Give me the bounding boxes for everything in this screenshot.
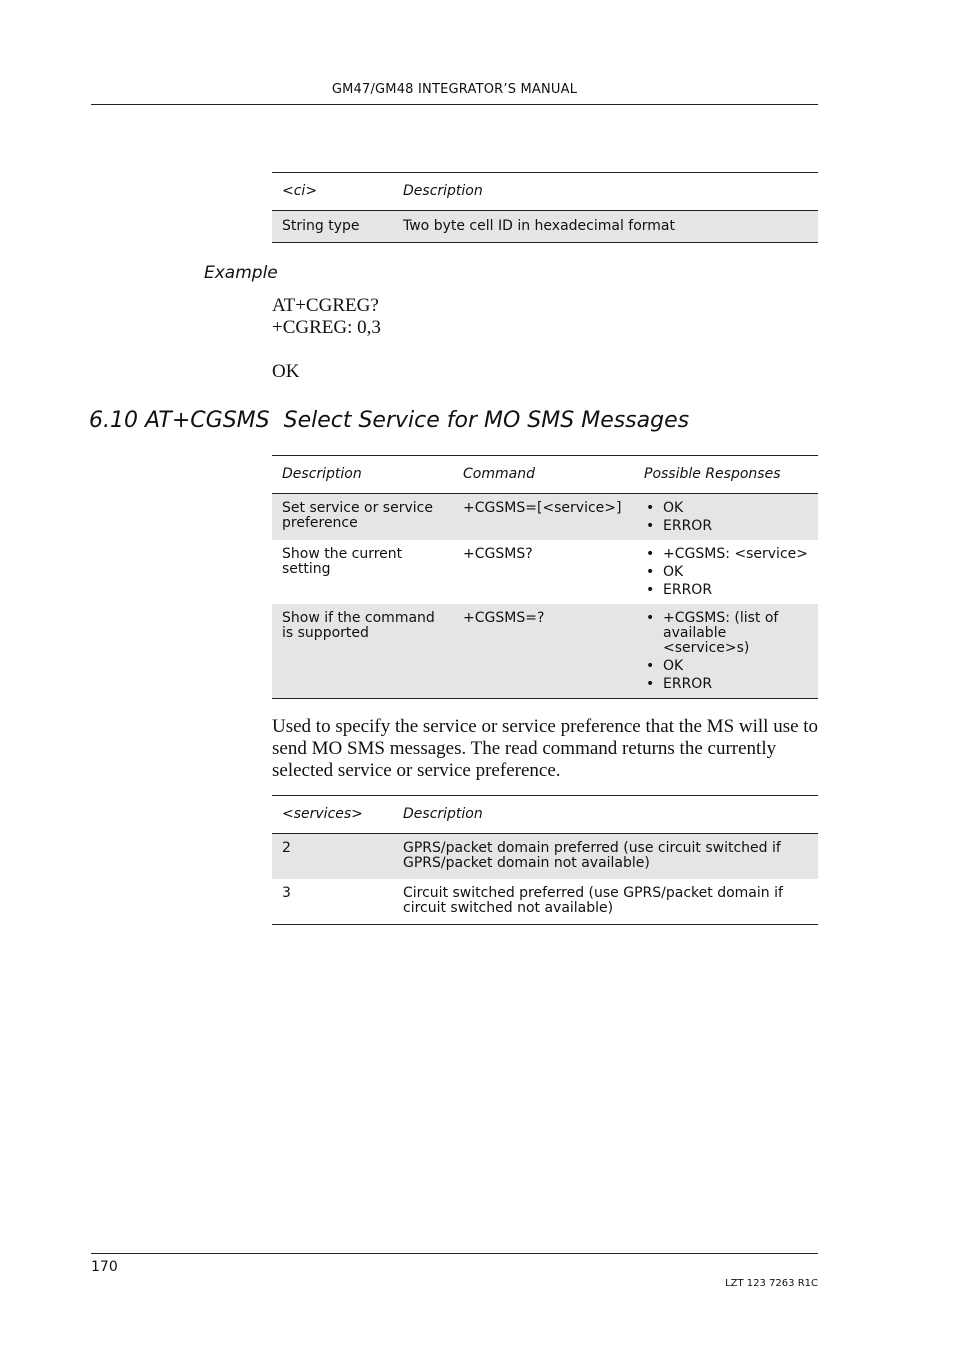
response-item (644, 501, 808, 516)
column-header: Description (403, 806, 483, 822)
table-row (272, 211, 818, 243)
bullet-icon: • (646, 658, 655, 674)
response-item (644, 611, 808, 656)
code-line: OK (272, 361, 300, 382)
response-text: ERROR (663, 518, 713, 534)
bullet-icon: • (646, 582, 655, 598)
services-table (272, 795, 818, 925)
table-cell: 3 (282, 885, 291, 901)
bullet-icon: • (646, 676, 655, 692)
body-paragraph: Used to specify the service or service preference that the MS will use to send MO SMS messages. The read command returns the currently selected service or service preference. (272, 716, 819, 781)
example-code (272, 295, 381, 383)
column-header: Command (463, 466, 535, 482)
description-cell: Show if the command is supported (272, 604, 453, 699)
table-cell: Circuit switched preferred (use GPRS/packet domain if circuit switched not available) (403, 885, 783, 916)
response-text: +CGSMS: (list of available <service>s) (663, 610, 779, 656)
code-line: +CGREG: 0,3 (272, 317, 381, 338)
table-cell: GPRS/packet domain preferred (use circuit switched if GPRS/packet domain not available) (393, 834, 818, 880)
table-row (272, 834, 818, 880)
table-header-row (272, 456, 818, 494)
bullet-icon: • (646, 610, 655, 626)
response-item (644, 583, 808, 598)
response-item (644, 565, 808, 580)
footer-rule (91, 1253, 818, 1254)
ci-parameter-table (272, 172, 818, 243)
column-header: <services> (282, 806, 363, 822)
table-cell: String type (272, 211, 393, 243)
table-header-row (272, 173, 818, 211)
responses-list (644, 611, 808, 692)
running-header: GM47/GM48 INTEGRATOR’S MANUAL (331, 82, 578, 97)
column-header: <ci> (282, 183, 318, 199)
example-label: Example (204, 263, 278, 283)
code-line: AT+CGREG? (272, 295, 379, 316)
command-cell: +CGSMS? (463, 546, 533, 562)
column-header: Description (282, 466, 362, 482)
table-row (272, 540, 818, 604)
response-text: OK (663, 658, 684, 674)
bullet-icon: • (646, 546, 655, 562)
response-text: OK (663, 564, 684, 580)
command-cell: +CGSMS=? (453, 604, 634, 699)
response-item (644, 547, 808, 562)
responses-cell (634, 540, 818, 604)
response-text: +CGSMS: <service> (663, 546, 808, 562)
command-cell: +CGSMS=[<service>] (453, 494, 634, 541)
table-cell: 2 (272, 834, 393, 880)
response-text: ERROR (663, 676, 713, 692)
header-rule (91, 104, 818, 105)
command-table (272, 455, 818, 699)
table-row (272, 494, 818, 541)
section-heading: 6.10 AT+CGSMS Select Service for MO SMS Messages (89, 408, 690, 433)
page-number: 170 (91, 1259, 118, 1275)
response-text: ERROR (663, 582, 713, 598)
code-line (272, 339, 381, 361)
table-header-row (272, 796, 818, 834)
responses-cell (634, 604, 818, 699)
description-cell: Show the current setting (282, 546, 403, 577)
responses-cell (634, 494, 818, 541)
response-item (644, 659, 808, 674)
table-row (272, 879, 818, 925)
response-item (644, 677, 808, 692)
table-cell: Two byte cell ID in hexadecimal format (393, 211, 818, 243)
bullet-icon: • (646, 500, 655, 516)
document-number: LZT 123 7263 R1C (725, 1278, 818, 1289)
column-header: Description (403, 183, 483, 199)
bullet-icon: • (646, 518, 655, 534)
bullet-icon: • (646, 564, 655, 580)
responses-list (644, 501, 808, 534)
response-text: OK (663, 500, 684, 516)
column-header: Possible Responses (644, 466, 781, 482)
response-item (644, 519, 808, 534)
table-row (272, 604, 818, 699)
responses-list (644, 547, 808, 598)
description-cell: Set service or service preference (272, 494, 453, 541)
